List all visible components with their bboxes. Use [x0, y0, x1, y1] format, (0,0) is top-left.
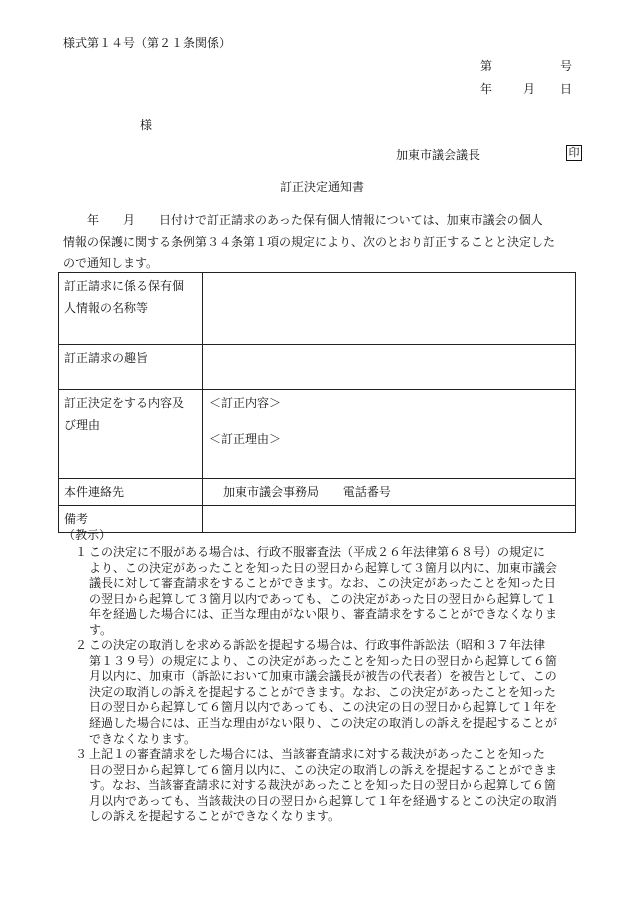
doc-number-suffix: 号 [560, 59, 573, 73]
document-title: 訂正決定通知書 [280, 180, 365, 194]
date-year: 年 [480, 82, 493, 96]
correction-content-label: ＜訂正内容＞ [209, 396, 282, 410]
intro-line: 年 月 日付けで訂正請求のあった保有個人情報については、加東市議会の個人 [63, 213, 543, 227]
note-line: 上記１の審査請求をした場合には、当該審査請求に対する裁決があったことを知った [89, 747, 545, 761]
value-info-name [203, 273, 576, 345]
label-line: 訂正決定をする内容及 [64, 396, 185, 410]
correction-reason-label: ＜訂正理由＞ [209, 432, 282, 446]
table-row [59, 390, 576, 479]
contact-phone-label: 電話番号 [342, 485, 391, 499]
note-line: 月以内に、加東市（訴訟において加東市議会議長が被告の代表者）を被告として、この [89, 669, 557, 684]
note-line: この決定に不服がある場合は、行政不服審査法（平成２６年法律第６８号）の規定に [89, 545, 546, 559]
note-line: 年を経過した場合には、正当な理由がない限り、審査請求をすることができなくなりま [89, 607, 558, 622]
intro-line: 情報の保護に関する条例第３４条第１項の規定により、次のとおり訂正することと決定した [63, 234, 556, 249]
issuer-name: 加東市議会議長 [396, 148, 481, 162]
note-body [89, 545, 585, 639]
notes-heading: （教示） [63, 528, 112, 542]
contact-office: 加東市議会事務局 [223, 485, 320, 499]
addressee: 様 [140, 118, 153, 132]
note-line: 日の翌日から起算して６箇月以内であっても、この決定の日の翌日から起算して１年を [89, 700, 557, 715]
intro-line: ので通知します。 [63, 256, 159, 270]
note-number: ３ [75, 747, 88, 761]
label-line: 人情報の名称等 [64, 301, 149, 315]
value-contact [203, 479, 576, 506]
note-line: より、この決定があったことを知った日の翌日から起算して３箇月以内に、加東市議会 [89, 560, 557, 575]
seal-mark: 印 [566, 145, 582, 161]
note-line: 月以内であっても、当該裁決の日の翌日から起算して１年を経過するとこの決定の取消 [89, 793, 557, 808]
table-row [59, 273, 576, 345]
note-line: す。なお、当該審査請求に対する裁決があったことを知った日の翌日から起算して６箇 [89, 778, 556, 793]
note-body [89, 747, 585, 825]
note-line: 議長に対して審査請求をすることができます。なお、この決定があったことを知った日 [89, 576, 556, 591]
value-decision-content [203, 390, 576, 479]
label-info-name [59, 273, 203, 345]
note-number: ２ [75, 638, 88, 652]
intro-paragraph [63, 210, 583, 275]
note-body [89, 638, 585, 747]
table-row [59, 345, 576, 390]
date-day: 日 [560, 82, 573, 96]
spacer [209, 414, 570, 428]
note-number: １ [75, 545, 88, 559]
note-line: この決定の取消しを求める訴訟を提起する場合は、行政事件訴訟法（昭和３７年法律 [89, 638, 546, 652]
note-line: の翌日から起算して３箇月以内であっても、この決定があった日の翌日から起算して１ [89, 591, 557, 606]
note-line: 決定の取消しの訴えを提起することができます。なお、この決定があったことを知った [89, 684, 556, 699]
table-row [59, 506, 576, 533]
value-request-purpose [203, 345, 576, 390]
label-request-purpose: 訂正請求の趣旨 [59, 345, 203, 390]
note-line: 日の翌日から起算して６箇月以内に、この決定の取消しの訴えを提起することができま [89, 762, 558, 777]
label-line: び理由 [64, 418, 101, 432]
note-line: しの訴えを提起することができなくなります。 [89, 809, 341, 824]
note-line: 第１３９号）の規定により、この決定があったことを知った日の翌日から起算して６箇 [89, 653, 557, 668]
table-row [59, 479, 576, 506]
label-decision-content [59, 390, 203, 479]
decision-info-table [58, 272, 576, 533]
label-contact: 本件連絡先 [59, 479, 203, 506]
doc-number-prefix: 第 [480, 59, 493, 73]
note-line: す。 [89, 622, 113, 637]
label-line: 訂正請求に係る保有個 [64, 279, 185, 293]
date-month: 月 [523, 82, 536, 96]
value-remarks [203, 506, 576, 533]
note-line: できなくなります。 [89, 731, 197, 746]
form-identifier: 様式第１４号（第２１条関係） [63, 36, 232, 50]
note-line: 経過した場合には、正当な理由がない限り、この決定の取消しの訴えを提起することが [89, 715, 558, 730]
label-remarks: 備考 [59, 506, 203, 533]
